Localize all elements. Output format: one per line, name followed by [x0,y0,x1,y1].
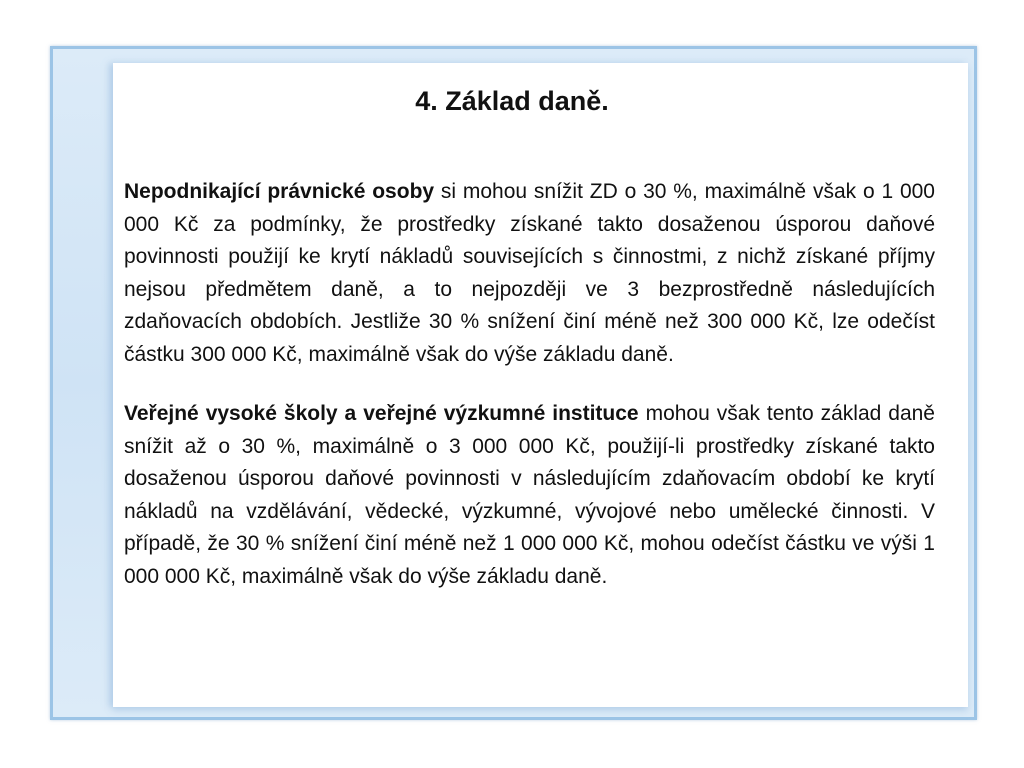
paragraph-lead: Nepodnikající právnické osoby [124,180,435,203]
slide-body [124,176,935,620]
paragraph-text: si mohou snížit ZD o 30 %, maximálně však o 1 000 000 Kč za podmínky, že prostředky získané takto dosaženou úsporou daňové povinnosti použijí ke krytí nákladů souvisejících s činnostmi, z nichž získané příjmy nejsou předmětem daně, a to nejpozději ve 3 bezprostředně následujících zdaňovacích obdobích. Jestliže 30 % snížení činí méně než 300 000 Kč, lze odečíst částku 300 000 Kč, maximálně však do výše základu daně. [124,180,935,366]
paragraph-universities-research [124,398,935,593]
paragraph-lead: Veřejné vysoké školy a veřejné výzkumné instituce [124,402,639,425]
slide-title: 4. Základ daně. [415,86,609,116]
paragraph-nonprofit-entities [124,176,935,371]
paragraph-text: mohou však tento základ daně snížit až o 30 %, maximálně o 3 000 000 Kč, použijí-li prostředky získané takto dosaženou úsporou daňové povinnosti v následujícím zdaňovacím období ke krytí nákladů na vzdělávání, vědecké, výzkumné, vývojové nebo umělecké činnosti. V případě, že 30 % snížení činí méně než 1 000 000 Kč, mohou odečíst částku ve výši 1 000 000 Kč, maximálně však do výše základu daně. [124,402,935,588]
